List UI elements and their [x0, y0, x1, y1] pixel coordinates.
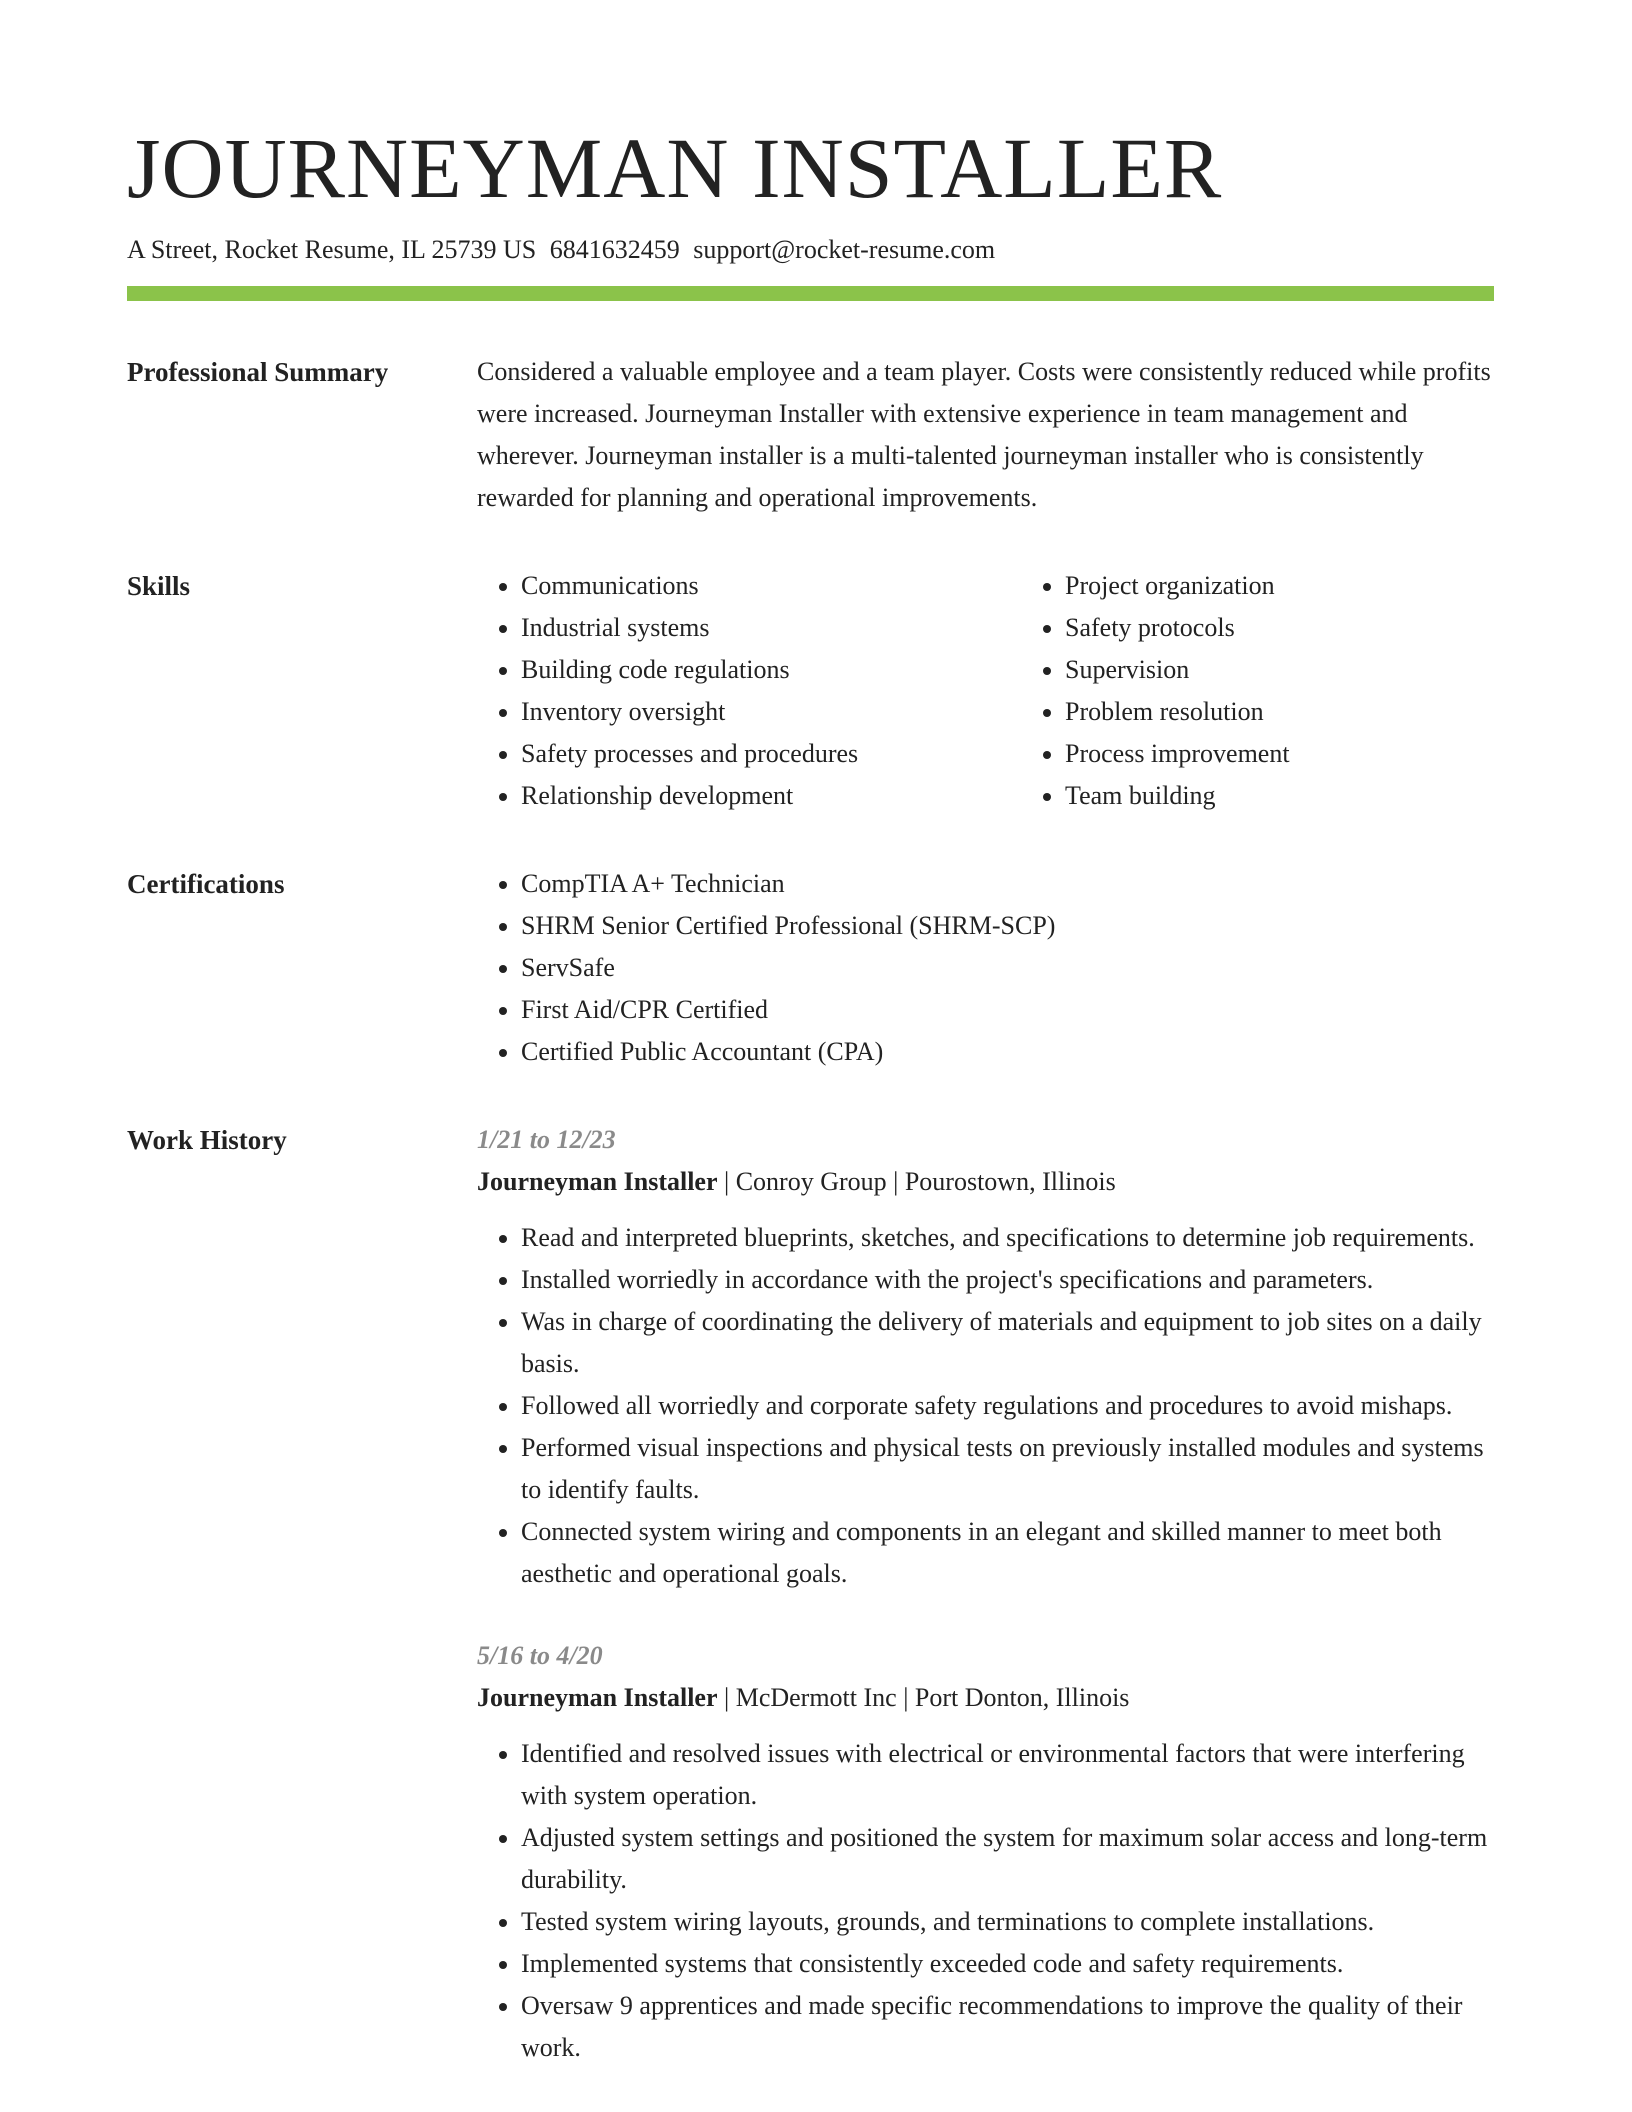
- job-bullets: [477, 1733, 1494, 2069]
- skills-heading: Skills: [127, 571, 191, 601]
- resume-page: [127, 118, 1494, 2069]
- skill-item: • Communications: [521, 565, 1021, 607]
- skill-item: • Relationship development: [521, 775, 1021, 817]
- skill-item: • Safety processes and procedures: [521, 733, 1021, 775]
- work-history-heading: Work History: [127, 1125, 287, 1155]
- job-bullet: • Connected system wiring and components in an elegant and skilled manner to meet both aesthetic and operational goals.: [521, 1511, 1494, 1595]
- job-bullet: • Identified and resolved issues with electrical or environmental factors that were interfering with system operation.: [521, 1733, 1494, 1817]
- contact-email: support@rocket-resume.com: [693, 235, 996, 264]
- job-title: Journeyman Installer: [477, 1683, 718, 1712]
- skill-item: • Safety protocols: [1065, 607, 1565, 649]
- header-accent-rule: [127, 286, 1494, 301]
- candidate-name: JOURNEYMAN INSTALLER: [127, 120, 1223, 216]
- skill-item: • Team building: [1065, 775, 1565, 817]
- certifications-list: [477, 863, 1494, 1073]
- skills-body: [477, 565, 1565, 817]
- certifications-heading: Certifications: [127, 869, 285, 899]
- job-bullet: • Read and interpreted blueprints, sketches, and specifications to determine job requirements.: [521, 1217, 1494, 1259]
- skills-list-left: [477, 565, 1021, 817]
- job-bullet: • Performed visual inspections and physical tests on previously installed modules and systems to identify faults.: [521, 1427, 1494, 1511]
- skill-item: • Industrial systems: [521, 607, 1021, 649]
- certification-item: • CompTIA A+ Technician: [521, 863, 1494, 905]
- job-bullet: • Adjusted system settings and positioned the system for maximum solar access and long-term durability.: [521, 1817, 1494, 1901]
- job-heading: [477, 1677, 1494, 1719]
- job-dates: 5/16 to 4/20: [477, 1641, 603, 1670]
- summary-heading: Professional Summary: [127, 357, 389, 387]
- contact-line: [127, 232, 1494, 268]
- skill-item: • Inventory oversight: [521, 691, 1021, 733]
- skill-item: • Supervision: [1065, 649, 1565, 691]
- skill-item: • Building code regulations: [521, 649, 1021, 691]
- job-bullet: • Implemented systems that consistently exceeded code and safety requirements.: [521, 1943, 1494, 1985]
- job-entry: [477, 1119, 1494, 1595]
- job-bullet: • Oversaw 9 apprentices and made specific recommendations to improve the quality of their work.: [521, 1985, 1494, 2069]
- job-bullet: • Followed all worriedly and corporate safety regulations and procedures to avoid mishaps.: [521, 1385, 1494, 1427]
- certification-item: • First Aid/CPR Certified: [521, 989, 1494, 1031]
- certifications-section: [127, 863, 1494, 1073]
- skill-item: • Process improvement: [1065, 733, 1565, 775]
- skill-item: • Project organization: [1065, 565, 1565, 607]
- job-details: | Conroy Group | Pourostown, Illinois: [717, 1167, 1116, 1196]
- job-bullets: [477, 1217, 1494, 1595]
- certification-item: • Certified Public Accountant (CPA): [521, 1031, 1494, 1073]
- job-bullet: • Was in charge of coordinating the delivery of materials and equipment to job sites on a daily basis.: [521, 1301, 1494, 1385]
- contact-phone: 6841632459: [549, 235, 680, 264]
- summary-body: [477, 351, 1494, 519]
- contact-address: A Street, Rocket Resume, IL 25739 US: [127, 235, 537, 264]
- skills-section: [127, 565, 1494, 817]
- work-history-body: [477, 1119, 1494, 2069]
- certification-item: • ServSafe: [521, 947, 1494, 989]
- work-history-section: [127, 1119, 1494, 2069]
- job-title: Journeyman Installer: [477, 1167, 718, 1196]
- certifications-body: [477, 863, 1494, 1073]
- job-dates: 1/21 to 12/23: [477, 1125, 616, 1154]
- job-bullet: • Tested system wiring layouts, grounds, and terminations to complete installations.: [521, 1901, 1494, 1943]
- summary-section: [127, 351, 1494, 519]
- summary-text: Considered a valuable employee and a team player. Costs were consistently reduced while profits were increased. Journeyman Installer with extensive experience in team management and wherever. Journeyman installer is a multi-talented journeyman installer who is consistently rewarded for planning and operational improvements.: [477, 357, 1491, 512]
- skill-item: • Problem resolution: [1065, 691, 1565, 733]
- job-heading: [477, 1161, 1494, 1203]
- job-details: | McDermott Inc | Port Donton, Illinois: [717, 1683, 1130, 1712]
- job-bullet: • Installed worriedly in accordance with the project's specifications and parameters.: [521, 1259, 1494, 1301]
- certification-item: • SHRM Senior Certified Professional (SHRM-SCP): [521, 905, 1494, 947]
- job-entry: [477, 1635, 1494, 2069]
- skills-list-right: [1021, 565, 1565, 817]
